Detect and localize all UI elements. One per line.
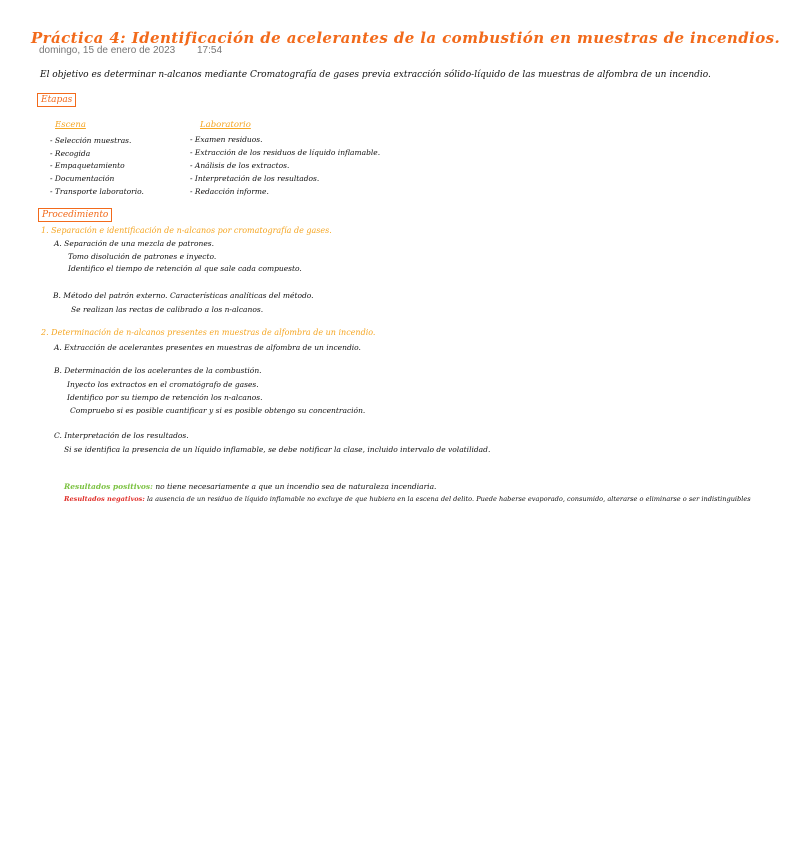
positive-label: Resultados positivos: <box>64 482 153 491</box>
escena-item: - Selección muestras. <box>50 136 132 145</box>
negative-text: la ausencia de un residuo de líquido inflamable no excluye de que hubiera en la escena del delito. Puede haberse evaporado, consumido, alterarse o eliminarse o ser indistinguibles <box>146 495 751 503</box>
etapas-heading: Etapas <box>37 93 76 107</box>
laboratorio-item: - Redacción informe. <box>190 187 269 196</box>
negative-label: Resultados negativos: <box>64 495 145 503</box>
escena-item: - Recogida <box>50 149 91 158</box>
laboratorio-heading: Laboratorio <box>200 120 251 130</box>
section-1a-line: Tomo disolución de patrones e inyecto. <box>68 252 217 261</box>
section-2b-title: B. Determinación de los acelerantes de la combustión. <box>54 366 262 375</box>
escena-item: - Empaquetamiento <box>50 161 125 170</box>
section-1b-title: B. Método del patrón externo. Características analíticas del método. <box>53 291 314 300</box>
intro-text: El objetivo es determinar n-alcanos mediante Cromatografía de gases previa extracción sólido-líquido de las muestras de alfombra de un incendio. <box>40 70 711 80</box>
laboratorio-item: - Análisis de los extractos. <box>190 161 290 170</box>
section-2-title: 2. Determinación de n-alcanos presentes en muestras de alfombra de un incendio. <box>41 328 376 337</box>
section-1a-line: Identifico el tiempo de retención al que sale cada compuesto. <box>68 264 302 273</box>
section-2a-title: A. Extracción de acelerantes presentes en muestras de alfombra de un incendio. <box>54 343 361 352</box>
resultados-positivos <box>64 482 436 491</box>
section-2b-line: Identifico por su tiempo de retención los n-alcanos. <box>67 393 263 402</box>
escena-item: - Transporte laboratorio. <box>50 187 144 196</box>
page-title: Práctica 4: Identificación de acelerantes de la combustión en muestras de incendios. <box>31 29 781 47</box>
procedimiento-heading: Procedimiento <box>38 208 112 222</box>
section-1b-line: Se realizan las rectas de calibrado a los n-alcanos. <box>71 305 264 314</box>
page-date: domingo, 15 de enero de 2023 <box>39 45 176 56</box>
resultados-negativos <box>64 495 751 503</box>
escena-heading: Escena <box>55 120 86 130</box>
section-1-title: 1. Separación e identificación de n-alcanos por cromatografía de gases. <box>41 226 332 235</box>
escena-item: - Documentación <box>50 174 115 183</box>
section-1a-title: A. Separación de una mezcla de patrones. <box>54 239 215 248</box>
section-2b-line: Compruebo si es posible cuantificar y si es posible obtengo su concentración. <box>70 406 366 415</box>
positive-text: no tiene necesariamente a que un incendio sea de naturaleza incendiaria. <box>155 482 437 491</box>
section-2c-title: C. Interpretación de los resultados. <box>54 431 189 440</box>
laboratorio-item: - Interpretación de los resultados. <box>190 174 320 183</box>
section-2b-line: Inyecto los extractos en el cromatógrafo de gases. <box>67 380 259 389</box>
laboratorio-item: - Extracción de los residuos de líquido inflamable. <box>190 148 381 157</box>
section-2c-line: Si se identifica la presencia de un líquido inflamable, se debe notificar la clase, incluido intervalo de volatilidad. <box>64 445 491 454</box>
laboratorio-item: - Examen residuos. <box>190 135 263 144</box>
page-time: 17:54 <box>197 45 223 56</box>
